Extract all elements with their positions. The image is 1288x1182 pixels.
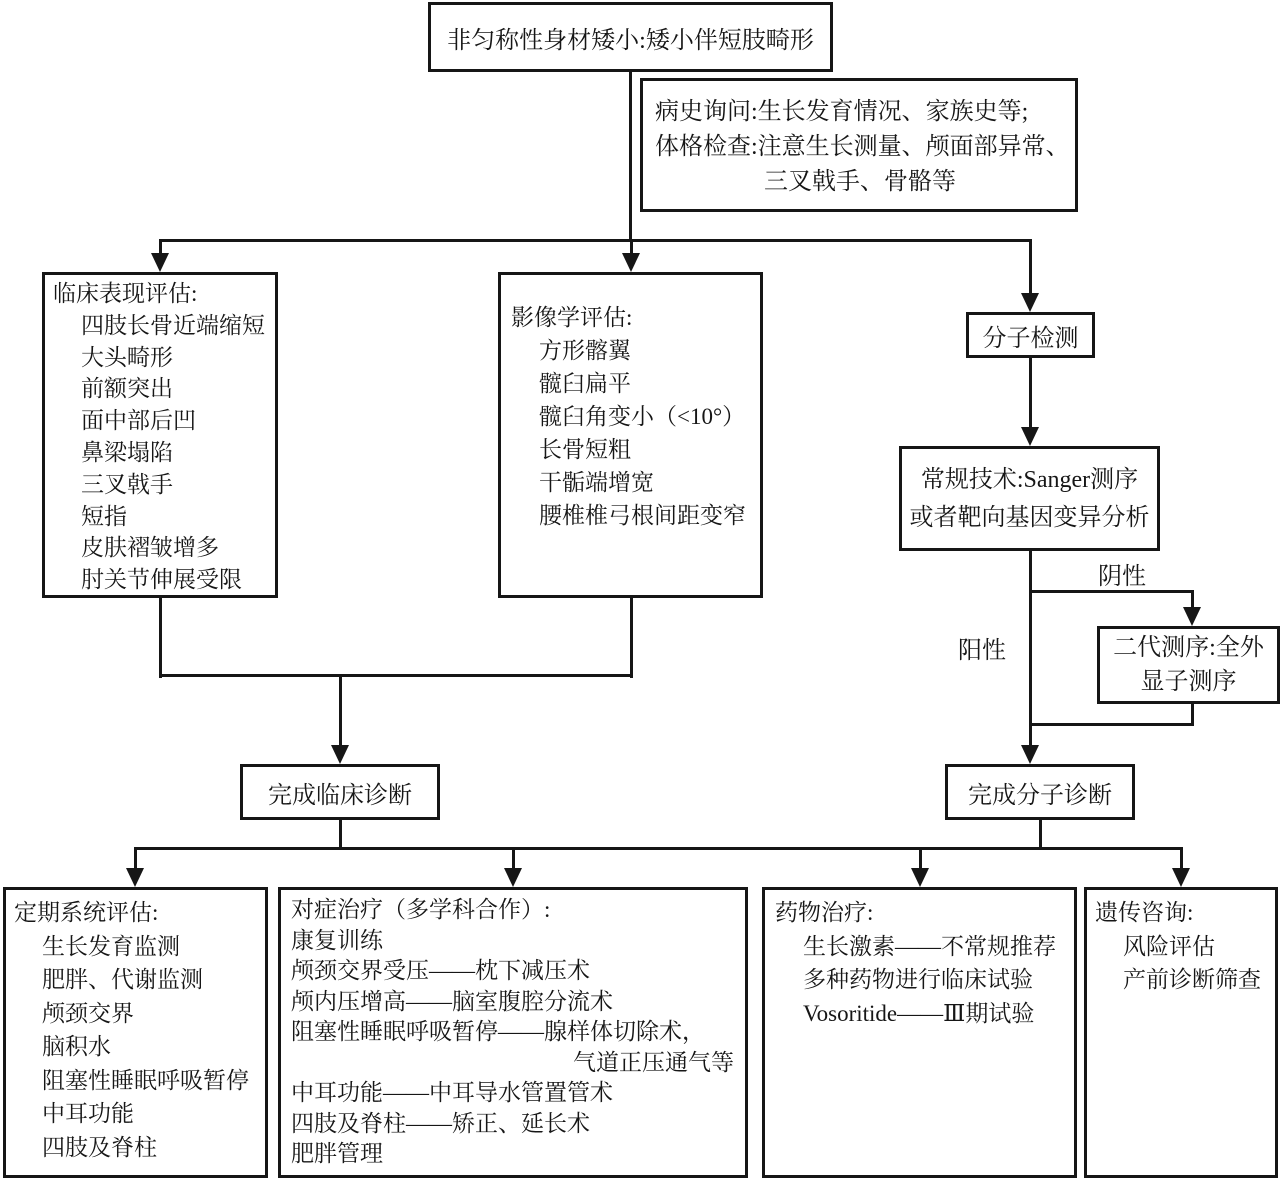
arrowhead-imaging-eval xyxy=(622,253,640,272)
node-start-label: 非匀称性身材矮小:矮小伴短肢畸形 xyxy=(447,27,814,54)
list-item: 颅颈交界受压——枕下减压术 xyxy=(291,958,590,983)
arrowhead-ngs xyxy=(1183,607,1201,626)
routine-tech-line: 常规技术:Sanger测序 xyxy=(920,466,1139,493)
list-item: 腰椎椎弓根间距变窄 xyxy=(539,503,746,528)
edge-to-drug xyxy=(919,847,922,870)
list-item: 阻塞性睡眠呼吸暂停——腺样体切除术， xyxy=(291,1019,705,1044)
list-item: 鼻梁塌陷 xyxy=(81,439,173,465)
arrowhead-clinical-diagnosis xyxy=(331,745,349,764)
list-item: 生长发育监测 xyxy=(42,933,180,959)
list-item: 生长激素——不常规推荐 xyxy=(803,933,1056,959)
node-periodic-eval xyxy=(3,887,268,1178)
box-title: 影像学评估: xyxy=(511,305,633,330)
list-item: 四肢长骨近端缩短 xyxy=(81,312,265,338)
node-clinical-eval xyxy=(42,272,278,598)
list-item: 中耳功能 xyxy=(42,1101,134,1126)
arrowhead-drug xyxy=(911,868,929,887)
edge-to-periodic xyxy=(134,847,137,870)
history-line: 体格检查:注意生长测量、颅面部异常、 xyxy=(655,134,1070,160)
list-item: 脑积水 xyxy=(42,1034,111,1059)
arrowhead-periodic-eval xyxy=(126,868,144,887)
edge-to-molecular xyxy=(1029,239,1032,295)
list-item: 四肢及脊柱 xyxy=(42,1134,157,1160)
node-history-exam xyxy=(640,78,1078,212)
arrowhead-clinical-eval xyxy=(151,253,169,272)
list-item: 髋臼角变小（<10°） xyxy=(539,404,746,429)
box-title: 药物治疗: xyxy=(775,900,874,925)
box-title: 临床表现评估: xyxy=(53,281,198,306)
arrowhead-routine-tech xyxy=(1021,427,1039,446)
edge-label-negative: 阴性 xyxy=(1098,564,1146,590)
edge-ngs-return xyxy=(1029,723,1194,726)
edge-clinical-dx-down xyxy=(339,820,342,850)
node-clinical-diagnosis-label: 完成临床诊断 xyxy=(268,782,412,809)
node-symptomatic-treatment xyxy=(278,887,748,1178)
node-molecular-diagnosis-label: 完成分子诊断 xyxy=(968,782,1112,809)
edge-to-symptomatic xyxy=(512,847,515,870)
edge-top-branch xyxy=(159,239,1032,242)
edge-routine-down xyxy=(1029,551,1032,747)
edge-to-genetic xyxy=(1180,847,1183,870)
edge-merge-horizontal xyxy=(159,674,633,677)
list-item: 短指 xyxy=(81,503,127,529)
node-imaging-eval xyxy=(498,272,763,598)
arrowhead-molecular-test xyxy=(1021,293,1039,312)
list-item: 颅内压增高——脑室腹腔分流术 xyxy=(291,988,613,1014)
edge-label-positive: 阳性 xyxy=(958,638,1006,664)
list-item: 气道正压通气等 xyxy=(573,1049,734,1075)
edge-molecular-to-routine xyxy=(1029,358,1032,429)
list-item: 肘关节伸展受限 xyxy=(81,567,242,593)
edge-bottom-branch xyxy=(134,847,1183,850)
edge-to-clinical-dx xyxy=(339,674,342,747)
list-item: 干骺端增宽 xyxy=(539,470,654,495)
list-item: 风险评估 xyxy=(1123,933,1215,959)
edge-imaging-down xyxy=(630,598,633,678)
arrowhead-symptomatic xyxy=(504,868,522,887)
node-routine-tech xyxy=(899,446,1160,551)
list-item: 髋臼扁平 xyxy=(539,371,631,396)
list-item: 三叉戟手 xyxy=(81,471,173,497)
edge-clinical-down xyxy=(159,598,162,678)
list-item: 肥胖、代谢监测 xyxy=(42,967,203,992)
node-molecular-test xyxy=(966,312,1095,358)
list-item: 前额突出 xyxy=(81,376,173,402)
list-item: 大头畸形 xyxy=(81,344,173,370)
arrowhead-genetic xyxy=(1172,868,1190,887)
history-line: 三叉戟手、骨骼等 xyxy=(764,169,956,195)
list-item: 多种药物进行临床试验 xyxy=(803,967,1033,992)
list-item: 方形髂翼 xyxy=(539,338,631,363)
list-item: 肥胖管理 xyxy=(291,1141,383,1166)
node-genetic-counseling xyxy=(1084,887,1278,1178)
edge-start-down xyxy=(629,72,632,240)
list-item: 阻塞性睡眠呼吸暂停 xyxy=(42,1067,249,1093)
list-item: 四肢及脊柱——矫正、延长术 xyxy=(291,1110,590,1136)
list-item: 产前诊断筛查 xyxy=(1123,967,1261,992)
box-title: 对症治疗（多学科合作）: xyxy=(291,897,551,922)
list-item: 康复训练 xyxy=(291,927,383,953)
list-item: 长骨短粗 xyxy=(539,437,631,462)
box-title: 定期系统评估: xyxy=(14,900,159,925)
node-start xyxy=(428,2,833,72)
box-title: 遗传咨询: xyxy=(1095,900,1194,925)
list-item: 皮肤褶皱增多 xyxy=(81,535,219,561)
list-item: 中耳功能——中耳导水管置管术 xyxy=(291,1080,613,1105)
ngs-line: 显子测序 xyxy=(1140,669,1237,695)
list-item: 颅颈交界 xyxy=(42,1000,134,1026)
history-line: 病史询问:生长发育情况、家族史等; xyxy=(655,99,1029,125)
ngs-line: 二代测序:全外 xyxy=(1113,635,1264,661)
node-molecular-diagnosis xyxy=(945,764,1135,820)
arrowhead-molecular-diagnosis xyxy=(1021,745,1039,764)
node-molecular-test-label: 分子检测 xyxy=(982,325,1079,352)
node-clinical-diagnosis xyxy=(240,764,440,820)
edge-molecular-dx-down xyxy=(1039,820,1042,850)
node-ngs xyxy=(1097,626,1280,704)
list-item: Vosoritide——Ⅲ期试验 xyxy=(803,1000,1035,1026)
routine-tech-line: 或者靶向基因变异分析 xyxy=(909,504,1150,531)
node-drug-treatment xyxy=(762,887,1077,1178)
list-item: 面中部后凹 xyxy=(81,408,196,434)
